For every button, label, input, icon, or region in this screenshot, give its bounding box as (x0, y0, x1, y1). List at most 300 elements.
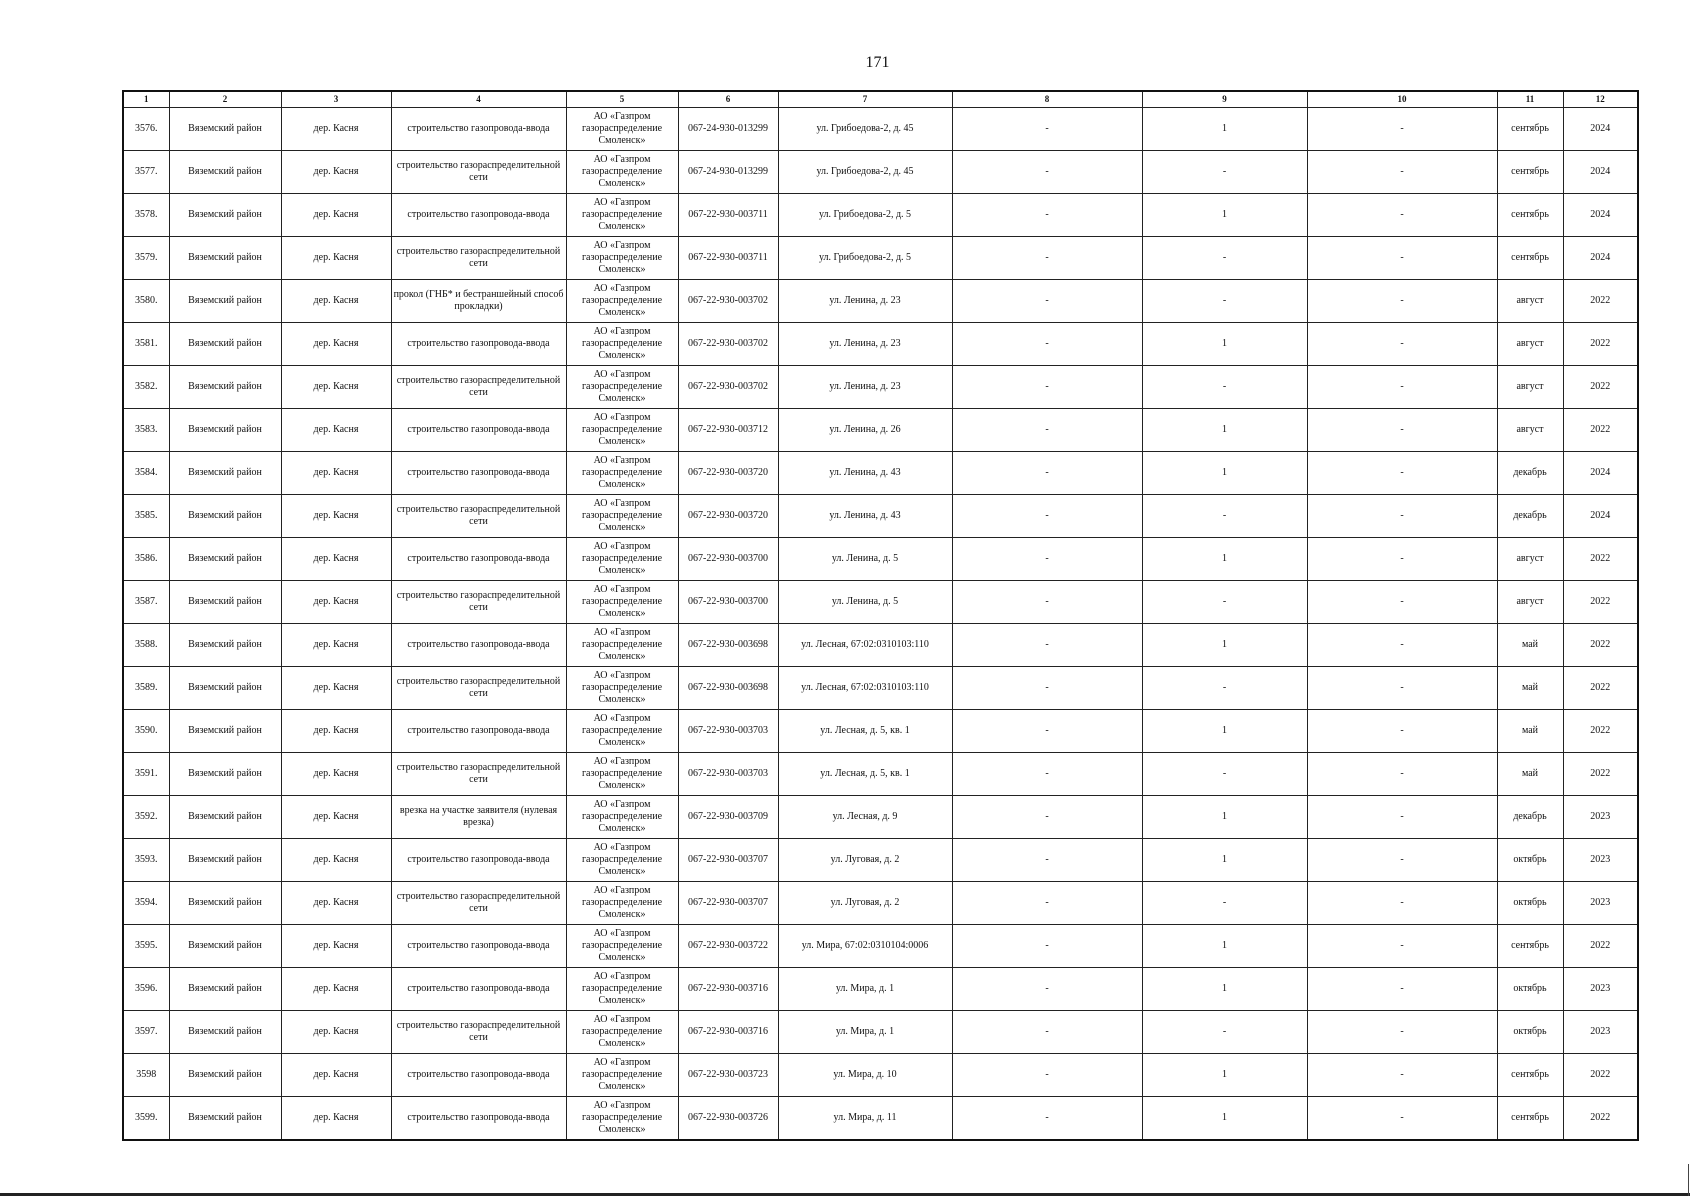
district-cell: Вяземский район (169, 710, 281, 753)
row-number-cell: 3593. (123, 839, 169, 882)
organization-line: АО «Газпром (593, 713, 651, 724)
month-cell: сентябрь (1497, 237, 1563, 280)
month-cell: декабрь (1497, 796, 1563, 839)
month-cell: октябрь (1497, 839, 1563, 882)
column-9-cell: - (1142, 495, 1307, 538)
application-code-cell: 067-24-930-013299 (678, 151, 778, 194)
organization-line: АО «Газпром (593, 584, 651, 595)
organization-line: газораспределение (581, 1112, 663, 1123)
row-number-cell: 3589. (123, 667, 169, 710)
month-cell: сентябрь (1497, 1097, 1563, 1141)
column-10-cell: - (1307, 409, 1497, 452)
district-cell: Вяземский район (169, 237, 281, 280)
district-cell: Вяземский район (169, 925, 281, 968)
row-number-cell: 3597. (123, 1011, 169, 1054)
district-cell: Вяземский район (169, 796, 281, 839)
organization-line: газораспределение (581, 252, 663, 263)
month-cell: май (1497, 753, 1563, 796)
table-row (123, 495, 1638, 538)
column-8-cell: - (952, 1097, 1142, 1141)
column-8-cell: - (952, 280, 1142, 323)
column-10-cell: - (1307, 495, 1497, 538)
row-number-cell: 3579. (123, 237, 169, 280)
application-code-cell: 067-22-930-003702 (678, 323, 778, 366)
page-number: 171 (865, 54, 890, 71)
gasification-register-table (122, 90, 1639, 1141)
address-cell: ул. Ленина, д. 5 (778, 581, 952, 624)
organization-line: АО «Газпром (593, 498, 651, 509)
column-8-cell: - (952, 667, 1142, 710)
column-9-cell: 1 (1142, 968, 1307, 1011)
column-10-cell: - (1307, 108, 1497, 151)
column-9-cell: 1 (1142, 452, 1307, 495)
column-8-cell: - (952, 237, 1142, 280)
column-9-cell: 1 (1142, 108, 1307, 151)
row-number-cell: 3588. (123, 624, 169, 667)
application-code-cell: 067-22-930-003702 (678, 280, 778, 323)
settlement-cell: дер. Касня (281, 194, 391, 237)
table-row (123, 151, 1638, 194)
organization-line: газораспределение (581, 209, 663, 220)
column-8-cell: - (952, 108, 1142, 151)
row-number-cell: 3598 (123, 1054, 169, 1097)
district-cell: Вяземский район (169, 667, 281, 710)
month-cell: август (1497, 323, 1563, 366)
work-type-cell: строительство газораспределительной сети (391, 495, 566, 538)
organization-line: Смоленск» (598, 823, 646, 834)
year-cell: 2022 (1563, 366, 1638, 409)
column-10-cell: - (1307, 925, 1497, 968)
organization-line: Смоленск» (598, 565, 646, 576)
organization-cell (566, 280, 678, 323)
organization-line: АО «Газпром (593, 885, 651, 896)
organization-line: АО «Газпром (593, 756, 651, 767)
column-8-cell: - (952, 323, 1142, 366)
row-number-cell: 3582. (123, 366, 169, 409)
column-9-cell: - (1142, 753, 1307, 796)
organization-line: Смоленск» (598, 651, 646, 662)
column-8-cell: - (952, 151, 1142, 194)
address-cell: ул. Ленина, д. 5 (778, 538, 952, 581)
month-cell: октябрь (1497, 1011, 1563, 1054)
column-10-cell: - (1307, 1011, 1497, 1054)
year-cell: 2022 (1563, 1097, 1638, 1141)
month-cell: декабрь (1497, 495, 1563, 538)
column-10-cell: - (1307, 237, 1497, 280)
column-8-cell: - (952, 366, 1142, 409)
organization-cell (566, 753, 678, 796)
settlement-cell: дер. Касня (281, 409, 391, 452)
organization-line: Смоленск» (598, 221, 646, 232)
application-code-cell: 067-22-930-003707 (678, 882, 778, 925)
column-8-cell: - (952, 839, 1142, 882)
settlement-cell: дер. Касня (281, 710, 391, 753)
organization-line: Смоленск» (598, 350, 646, 361)
row-number-cell: 3596. (123, 968, 169, 1011)
column-8-cell: - (952, 968, 1142, 1011)
column-9-cell: 1 (1142, 1097, 1307, 1141)
application-code-cell: 067-22-930-003723 (678, 1054, 778, 1097)
address-cell: ул. Лесная, д. 5, кв. 1 (778, 753, 952, 796)
column-9-cell: - (1142, 667, 1307, 710)
column-9-cell: 1 (1142, 194, 1307, 237)
organization-line: АО «Газпром (593, 971, 651, 982)
row-number-cell: 3583. (123, 409, 169, 452)
table-row (123, 1011, 1638, 1054)
organization-line: Смоленск» (598, 436, 646, 447)
settlement-cell: дер. Касня (281, 1011, 391, 1054)
column-9-cell: 1 (1142, 796, 1307, 839)
row-number-cell: 3592. (123, 796, 169, 839)
column-8-cell: - (952, 452, 1142, 495)
row-number-cell: 3577. (123, 151, 169, 194)
table-row (123, 581, 1638, 624)
table-row (123, 409, 1638, 452)
settlement-cell: дер. Касня (281, 925, 391, 968)
column-10-cell: - (1307, 667, 1497, 710)
settlement-cell: дер. Касня (281, 1097, 391, 1141)
month-cell: май (1497, 667, 1563, 710)
district-cell: Вяземский район (169, 968, 281, 1011)
year-cell: 2022 (1563, 624, 1638, 667)
address-cell: ул. Мира, д. 1 (778, 968, 952, 1011)
address-cell: ул. Лесная, 67:02:0310103:110 (778, 624, 952, 667)
table-row (123, 968, 1638, 1011)
work-type-cell: строительство газопровода-ввода (391, 194, 566, 237)
year-cell: 2022 (1563, 925, 1638, 968)
address-cell: ул. Лесная, 67:02:0310103:110 (778, 667, 952, 710)
application-code-cell: 067-22-930-003726 (678, 1097, 778, 1141)
organization-line: АО «Газпром (593, 627, 651, 638)
column-8-cell: - (952, 710, 1142, 753)
application-code-cell: 067-22-930-003709 (678, 796, 778, 839)
address-cell: ул. Грибоедова-2, д. 5 (778, 194, 952, 237)
organization-cell (566, 839, 678, 882)
organization-line: АО «Газпром (593, 1014, 651, 1025)
address-cell: ул. Грибоедова-2, д. 45 (778, 151, 952, 194)
column-8-cell: - (952, 1054, 1142, 1097)
work-type-cell: строительство газопровода-ввода (391, 538, 566, 581)
column-9-cell: - (1142, 1011, 1307, 1054)
row-number-cell: 3590. (123, 710, 169, 753)
address-cell: ул. Луговая, д. 2 (778, 839, 952, 882)
organization-line: Смоленск» (598, 307, 646, 318)
organization-line: газораспределение (581, 682, 663, 693)
organization-line: Смоленск» (598, 178, 646, 189)
organization-cell (566, 710, 678, 753)
year-cell: 2022 (1563, 409, 1638, 452)
table-row (123, 839, 1638, 882)
organization-line: Смоленск» (598, 479, 646, 490)
settlement-cell: дер. Касня (281, 108, 391, 151)
column-10-cell: - (1307, 581, 1497, 624)
work-type-cell: строительство газопровода-ввода (391, 108, 566, 151)
month-cell: сентябрь (1497, 925, 1563, 968)
month-cell: август (1497, 581, 1563, 624)
organization-line: Смоленск» (598, 608, 646, 619)
column-9-cell: 1 (1142, 1054, 1307, 1097)
column-10-cell: - (1307, 753, 1497, 796)
column-number-5: 5 (566, 91, 678, 108)
application-code-cell: 067-22-930-003700 (678, 538, 778, 581)
column-10-cell: - (1307, 538, 1497, 581)
organization-cell (566, 108, 678, 151)
column-number-12: 12 (1563, 91, 1638, 108)
column-9-cell: 1 (1142, 409, 1307, 452)
year-cell: 2022 (1563, 280, 1638, 323)
district-cell: Вяземский район (169, 624, 281, 667)
settlement-cell: дер. Касня (281, 1054, 391, 1097)
address-cell: ул. Ленина, д. 23 (778, 323, 952, 366)
organization-line: газораспределение (581, 983, 663, 994)
application-code-cell: 067-22-930-003698 (678, 667, 778, 710)
column-number-2: 2 (169, 91, 281, 108)
column-9-cell: - (1142, 882, 1307, 925)
settlement-cell: дер. Касня (281, 624, 391, 667)
row-number-cell: 3594. (123, 882, 169, 925)
district-cell: Вяземский район (169, 151, 281, 194)
address-cell: ул. Лесная, д. 9 (778, 796, 952, 839)
organization-line: газораспределение (581, 940, 663, 951)
organization-line: АО «Газпром (593, 670, 651, 681)
month-cell: август (1497, 366, 1563, 409)
organization-line: АО «Газпром (593, 197, 651, 208)
application-code-cell: 067-22-930-003703 (678, 710, 778, 753)
address-cell: ул. Грибоедова-2, д. 5 (778, 237, 952, 280)
year-cell: 2023 (1563, 882, 1638, 925)
organization-line: Смоленск» (598, 952, 646, 963)
column-9-cell: - (1142, 151, 1307, 194)
application-code-cell: 067-22-930-003716 (678, 1011, 778, 1054)
work-type-cell: прокол (ГНБ* и бестраншейный способ прокладки) (391, 280, 566, 323)
settlement-cell: дер. Касня (281, 452, 391, 495)
organization-line: газораспределение (581, 725, 663, 736)
work-type-cell: строительство газопровода-ввода (391, 409, 566, 452)
work-type-cell: строительство газопровода-ввода (391, 1054, 566, 1097)
year-cell: 2024 (1563, 452, 1638, 495)
organization-cell (566, 624, 678, 667)
year-cell: 2022 (1563, 581, 1638, 624)
table-row (123, 710, 1638, 753)
column-number-10: 10 (1307, 91, 1497, 108)
year-cell: 2022 (1563, 538, 1638, 581)
table-row (123, 323, 1638, 366)
organization-line: газораспределение (581, 424, 663, 435)
table-row (123, 1054, 1638, 1097)
application-code-cell: 067-22-930-003712 (678, 409, 778, 452)
column-number-4: 4 (391, 91, 566, 108)
month-cell: сентябрь (1497, 194, 1563, 237)
column-8-cell: - (952, 495, 1142, 538)
year-cell: 2024 (1563, 194, 1638, 237)
address-cell: ул. Луговая, д. 2 (778, 882, 952, 925)
application-code-cell: 067-22-930-003711 (678, 237, 778, 280)
address-cell: ул. Грибоедова-2, д. 45 (778, 108, 952, 151)
column-9-cell: - (1142, 581, 1307, 624)
year-cell: 2024 (1563, 108, 1638, 151)
settlement-cell: дер. Касня (281, 280, 391, 323)
organization-line: АО «Газпром (593, 1057, 651, 1068)
column-8-cell: - (952, 882, 1142, 925)
month-cell: октябрь (1497, 882, 1563, 925)
settlement-cell: дер. Касня (281, 882, 391, 925)
settlement-cell: дер. Касня (281, 151, 391, 194)
organization-line: газораспределение (581, 897, 663, 908)
work-type-cell: строительство газораспределительной сети (391, 581, 566, 624)
year-cell: 2024 (1563, 151, 1638, 194)
row-number-cell: 3578. (123, 194, 169, 237)
column-number-7: 7 (778, 91, 952, 108)
district-cell: Вяземский район (169, 366, 281, 409)
district-cell: Вяземский район (169, 882, 281, 925)
application-code-cell: 067-24-930-013299 (678, 108, 778, 151)
organization-line: газораспределение (581, 639, 663, 650)
application-code-cell: 067-22-930-003720 (678, 452, 778, 495)
organization-line: Смоленск» (598, 995, 646, 1006)
application-code-cell: 067-22-930-003716 (678, 968, 778, 1011)
footer-rule (0, 1193, 1690, 1196)
address-cell: ул. Ленина, д. 23 (778, 366, 952, 409)
settlement-cell: дер. Касня (281, 796, 391, 839)
row-number-cell: 3581. (123, 323, 169, 366)
table-row (123, 538, 1638, 581)
table-row (123, 624, 1638, 667)
column-number-11: 11 (1497, 91, 1563, 108)
organization-line: АО «Газпром (593, 1100, 651, 1111)
district-cell: Вяземский район (169, 495, 281, 538)
organization-line: Смоленск» (598, 780, 646, 791)
column-number-9: 9 (1142, 91, 1307, 108)
row-number-cell: 3576. (123, 108, 169, 151)
year-cell: 2023 (1563, 796, 1638, 839)
organization-cell (566, 151, 678, 194)
district-cell: Вяземский район (169, 108, 281, 151)
settlement-cell: дер. Касня (281, 839, 391, 882)
year-cell: 2023 (1563, 1011, 1638, 1054)
column-10-cell: - (1307, 710, 1497, 753)
address-cell: ул. Лесная, д. 5, кв. 1 (778, 710, 952, 753)
work-type-cell: строительство газораспределительной сети (391, 237, 566, 280)
district-cell: Вяземский район (169, 194, 281, 237)
application-code-cell: 067-22-930-003711 (678, 194, 778, 237)
organization-line: газораспределение (581, 510, 663, 521)
row-number-cell: 3587. (123, 581, 169, 624)
organization-line: АО «Газпром (593, 799, 651, 810)
work-type-cell: строительство газопровода-ввода (391, 624, 566, 667)
column-number-6: 6 (678, 91, 778, 108)
organization-cell (566, 1097, 678, 1141)
organization-cell (566, 323, 678, 366)
organization-line: Смоленск» (598, 909, 646, 920)
work-type-cell: строительство газопровода-ввода (391, 839, 566, 882)
settlement-cell: дер. Касня (281, 753, 391, 796)
settlement-cell: дер. Касня (281, 366, 391, 409)
settlement-cell: дер. Касня (281, 538, 391, 581)
column-8-cell: - (952, 581, 1142, 624)
organization-line: Смоленск» (598, 866, 646, 877)
column-9-cell: 1 (1142, 538, 1307, 581)
district-cell: Вяземский район (169, 839, 281, 882)
district-cell: Вяземский район (169, 1097, 281, 1141)
organization-cell (566, 581, 678, 624)
organization-line: газораспределение (581, 1026, 663, 1037)
month-cell: декабрь (1497, 452, 1563, 495)
organization-cell (566, 366, 678, 409)
row-number-cell: 3599. (123, 1097, 169, 1141)
organization-line: АО «Газпром (593, 111, 651, 122)
organization-line: газораспределение (581, 295, 663, 306)
organization-line: Смоленск» (598, 522, 646, 533)
column-10-cell: - (1307, 452, 1497, 495)
address-cell: ул. Ленина, д. 43 (778, 495, 952, 538)
row-number-cell: 3591. (123, 753, 169, 796)
table-row (123, 108, 1638, 151)
column-number-header (123, 91, 1638, 108)
organization-line: АО «Газпром (593, 455, 651, 466)
column-8-cell: - (952, 194, 1142, 237)
table-row (123, 194, 1638, 237)
district-cell: Вяземский район (169, 280, 281, 323)
organization-cell (566, 796, 678, 839)
work-type-cell: строительство газораспределительной сети (391, 151, 566, 194)
row-number-cell: 3584. (123, 452, 169, 495)
work-type-cell: строительство газопровода-ввода (391, 452, 566, 495)
organization-cell (566, 925, 678, 968)
organization-cell (566, 882, 678, 925)
address-cell: ул. Мира, д. 1 (778, 1011, 952, 1054)
settlement-cell: дер. Касня (281, 495, 391, 538)
year-cell: 2024 (1563, 495, 1638, 538)
organization-line: АО «Газпром (593, 283, 651, 294)
settlement-cell: дер. Касня (281, 667, 391, 710)
work-type-cell: строительство газораспределительной сети (391, 1011, 566, 1054)
organization-cell (566, 1011, 678, 1054)
organization-cell (566, 409, 678, 452)
settlement-cell: дер. Касня (281, 968, 391, 1011)
organization-line: АО «Газпром (593, 412, 651, 423)
year-cell: 2024 (1563, 237, 1638, 280)
organization-line: газораспределение (581, 854, 663, 865)
organization-line: АО «Газпром (593, 326, 651, 337)
organization-line: АО «Газпром (593, 842, 651, 853)
table-row (123, 925, 1638, 968)
organization-line: газораспределение (581, 381, 663, 392)
work-type-cell: строительство газораспределительной сети (391, 667, 566, 710)
work-type-cell: строительство газораспределительной сети (391, 882, 566, 925)
month-cell: октябрь (1497, 968, 1563, 1011)
row-number-cell: 3586. (123, 538, 169, 581)
application-code-cell: 067-22-930-003720 (678, 495, 778, 538)
row-number-cell: 3580. (123, 280, 169, 323)
table-row (123, 753, 1638, 796)
organization-line: газораспределение (581, 768, 663, 779)
organization-cell (566, 1054, 678, 1097)
organization-line: Смоленск» (598, 135, 646, 146)
month-cell: сентябрь (1497, 151, 1563, 194)
column-9-cell: - (1142, 366, 1307, 409)
work-type-cell: строительство газопровода-ввода (391, 710, 566, 753)
table-body (123, 108, 1638, 1141)
application-code-cell: 067-22-930-003702 (678, 366, 778, 409)
application-code-cell: 067-22-930-003700 (678, 581, 778, 624)
month-cell: август (1497, 538, 1563, 581)
organization-line: газораспределение (581, 596, 663, 607)
month-cell: сентябрь (1497, 108, 1563, 151)
organization-line: Смоленск» (598, 1081, 646, 1092)
column-number-1: 1 (123, 91, 169, 108)
column-10-cell: - (1307, 194, 1497, 237)
year-cell: 2022 (1563, 667, 1638, 710)
